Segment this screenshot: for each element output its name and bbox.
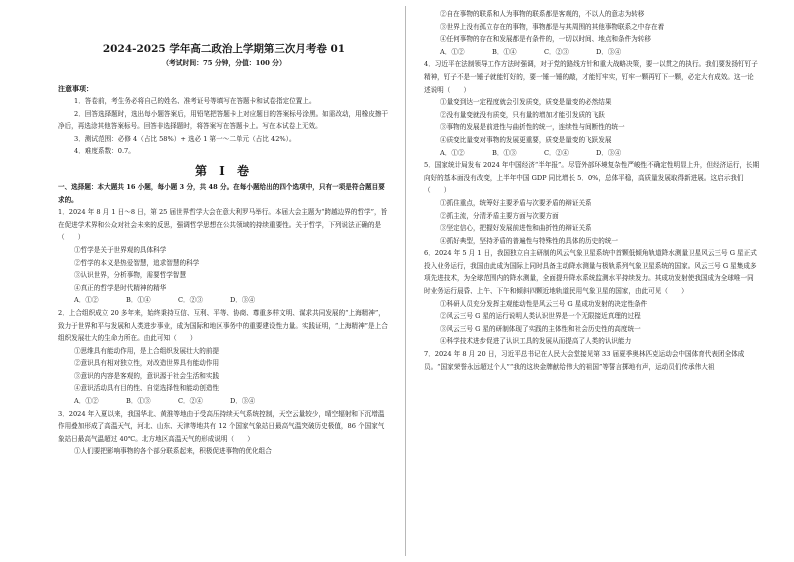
question-option: ②哲学的本义是热爱智慧，追求智慧的科学	[74, 258, 200, 267]
question-option: ④意识活动具有目的性、自觉选择性和能动创造性	[74, 384, 220, 393]
exam-subtitle: （考试时间：75 分钟，分值：100 分）	[162, 59, 286, 67]
question-option: ④真正的哲学是时代精神的精华	[74, 283, 167, 292]
note-item: 4．难度系数：0.7。	[74, 147, 135, 156]
question-1	[58, 206, 390, 307]
question-3	[58, 408, 390, 458]
answer-choice: B．①③	[492, 148, 517, 157]
question-option: ④任何事物的存在和发展都是有条件的，一切以时间、地点和条件为转移	[440, 35, 651, 44]
answer-choice: C．②④	[178, 397, 203, 406]
note-item: 3．测试范围：必修 4（占比 58%）+ 选必 1 第一～二单元（占比 42%）。	[74, 134, 296, 143]
question-option: ①哲学是关于世界观的具体科学	[74, 245, 167, 254]
right-column	[424, 8, 760, 373]
answer-choice: C．②③	[544, 47, 569, 56]
question-stem: 1．2024 年 8 月 1 日～8 日，第 25 届世界哲学大会在意大利罗马举行。本届大会主题为“跨越边界的哲学”，旨在促进学术界和公众对社会未来的反思，强调哲学思想在公共领域的持续重要性。关于哲学，下列说法正确的是（ ）	[58, 208, 388, 242]
question-6	[424, 247, 760, 348]
question-option: ①科研人员充分发挥主观能动性是风云三号 G 星成功发射的决定性条件	[440, 299, 648, 308]
question-5	[424, 159, 760, 247]
answer-choice: B．①④	[126, 296, 151, 305]
question-option: ③事物的发展是前进性与曲折性的统一，连续性与间断性的统一	[440, 123, 625, 132]
answer-choice: A．①②	[74, 397, 99, 406]
answer-choices	[424, 147, 760, 160]
question-option: ③坚定信心，把握好发展前进性和曲折性的辩证关系	[440, 224, 592, 233]
question-option: ④抓好典型，坚持矛盾的普遍性与特殊性的具体的历史的统一	[440, 236, 619, 245]
exam-title: 2024-2025 学年高二政治上学期第三次月考卷 01	[102, 43, 346, 55]
answer-choice: B．①④	[492, 47, 517, 56]
question-stem: 5．国家统计局发布 2024 年中国经济“半年报”。尽管外部环境复杂性严峻性不确定性明显上升，但经济运行，长期向好的基本面没有改变，上半年中国 GDP 同比增长 5．0%，总体平稳，高质量发展取得新进展。这启示我们（ ）	[424, 161, 760, 195]
question-stem: 6．2024 年 5 月 1 日，我国独立自主研制的风云气象卫星系统中首颗低倾角轨道降水测量卫星风云三号 G 星正式投入业务运行，我国由此成为国际上同时具备主动降水测量与极轨系列气象卫星系统的国家。风云三号 G 星集成多项先进技术，为全球范围内的降水测量，全面提升降水系统监测水平持续发力。其成功发射使我国成为全球唯一同时业务运行晨昏、上午、下午和倾斜四颗近地轨道民用气象卫星的国家，由此可见（ ）	[424, 249, 757, 296]
question-option: ③认识世界，分析事物，需要哲学智慧	[74, 271, 187, 280]
answer-choice: C．②④	[544, 148, 569, 157]
section-title: 第 Ⅰ 卷	[195, 163, 253, 178]
answer-choice: A．①②	[440, 47, 465, 56]
answer-choices	[58, 395, 390, 408]
question-option: ①人们要把影响事物的各个部分联系起来，积极促进事物的优化组合	[74, 447, 272, 456]
answer-choice: A．①②	[440, 148, 465, 157]
question-2	[58, 307, 390, 408]
question-option: ①抓住重点，统筹好主要矛盾与次要矛盾的辩证关系	[440, 198, 592, 207]
question-option: ③世界上没有孤立存在的事物，事物都是与其周围的其他事物联系之中存在着	[440, 22, 665, 31]
question-option: ③风云三号 G 星的研制体现了实践的主体性和社会历史性的高度统一	[440, 324, 641, 333]
question-option: ②自在事物的联系和人为事物的联系都是客观的，不以人的意志为转移	[440, 10, 645, 18]
answer-choice: B．①③	[126, 397, 151, 406]
answer-choice: D．③④	[230, 397, 256, 406]
question-option: ②没有量变就没有质变，只有量的增加才能引发质的飞跃	[440, 110, 605, 119]
answer-choices	[58, 294, 390, 307]
column-divider	[405, 6, 406, 556]
question-4	[424, 58, 760, 159]
answer-choice: A．①②	[74, 296, 99, 305]
question-option: ③意识的内容是客观的，意识源于社会生活和实践	[74, 371, 220, 380]
answer-choice: D．③④	[230, 296, 256, 305]
section-instruction: 一、选择题：本大题共 16 小题，每小题 3 分，共 48 分。在每小题给出的四个选项中，只有一项是符合题目要求的。	[58, 182, 385, 204]
notes-block	[58, 82, 390, 158]
answer-choice: D．③④	[596, 47, 622, 56]
answer-choice: D．③④	[596, 148, 622, 157]
note-item: 2．回答选择题时，选出每小题答案后，用铅笔把答题卡上对应题目的答案标号涂黑。如需改动，用橡皮擦干净后，再选涂其他答案标号。回答非选择题时，将答案写在答题卡上。写在本试卷上无效。	[58, 109, 389, 131]
question-option: ④科学技术进步促进了认识工具的发展从而提高了人类的认识能力	[440, 337, 632, 346]
question-option: ①思维具有能动作用，是上合组织发展壮大的前提	[74, 346, 220, 355]
note-item: 1．答卷前，考生务必将自己的姓名、准考证号等填写在答题卡和试卷指定位置上。	[74, 97, 316, 105]
question-7	[424, 348, 760, 373]
question-stem: 2．上合组织成立 20 多年来，始终秉持互信、互利、平等、协商、尊重多样文明、谋求共同发展的“上海精神”，致力于世界和平与发展和人类进步事业，成为国际和地区事务中的重要建设性力量。实践证明，“上海精神”是上合组织发展壮大的生命力所在。由此可知（ ）	[58, 308, 388, 343]
answer-choice: C．②③	[178, 296, 203, 305]
question-stem: 3．2024 年入夏以来，我国华北、黄淮等地由于受高压持续天气系统控制，天空云量较少，晴空辐射和下沉增温作用叠加形成了高温天气，河北、山东、天津等地共有 12 个国家气象站日最高气温突破历史极值，86 个国家气象站日最高气温超过 40℃。北方地区高温天气的形成说明（ ）	[58, 409, 385, 443]
answer-choices	[424, 46, 760, 59]
notes-heading: 注意事项：	[58, 84, 93, 93]
question-option: ②意识具有相对独立性，对改造世界具有能动作用	[74, 359, 220, 368]
question-stem: 4．习近平在法制领导工作方法时强调，对于党的路线方针和重大战略决策，要一以贯之的执行。我们要发扬钉钉子精神，钉子不是一锤子就能钉好的，要一锤一锤的敲，才能钉牢实，钉牢一颗再钉下一颗，必定大有成效。这一论述说明（ ）	[424, 60, 758, 94]
left-column	[58, 0, 390, 458]
question-option: ②抓主流，分清矛盾主要方面与次要方面	[440, 211, 559, 220]
question-stem: 7．2024 年 8 月 20 日，习近平总书记在人民大会堂接见第 33 届夏季奥林匹克运动会中国体育代表团全体成员。“国家荣誉永远超过个人”“我的这块金牌献给伟大的祖国”等誓言掷地有声，运动员们传承伟大祖	[424, 350, 745, 371]
question-option: ④质变比量变对事物的发展更重要，质变是量变的飞跃发展	[440, 135, 612, 144]
question-option: ②风云三号 G 星的运行说明人类认识世界是一个无限接近真理的过程	[440, 312, 641, 321]
question-option: ①量变到达一定程度就会引发质变，质变是量变的必然结果	[440, 98, 612, 107]
